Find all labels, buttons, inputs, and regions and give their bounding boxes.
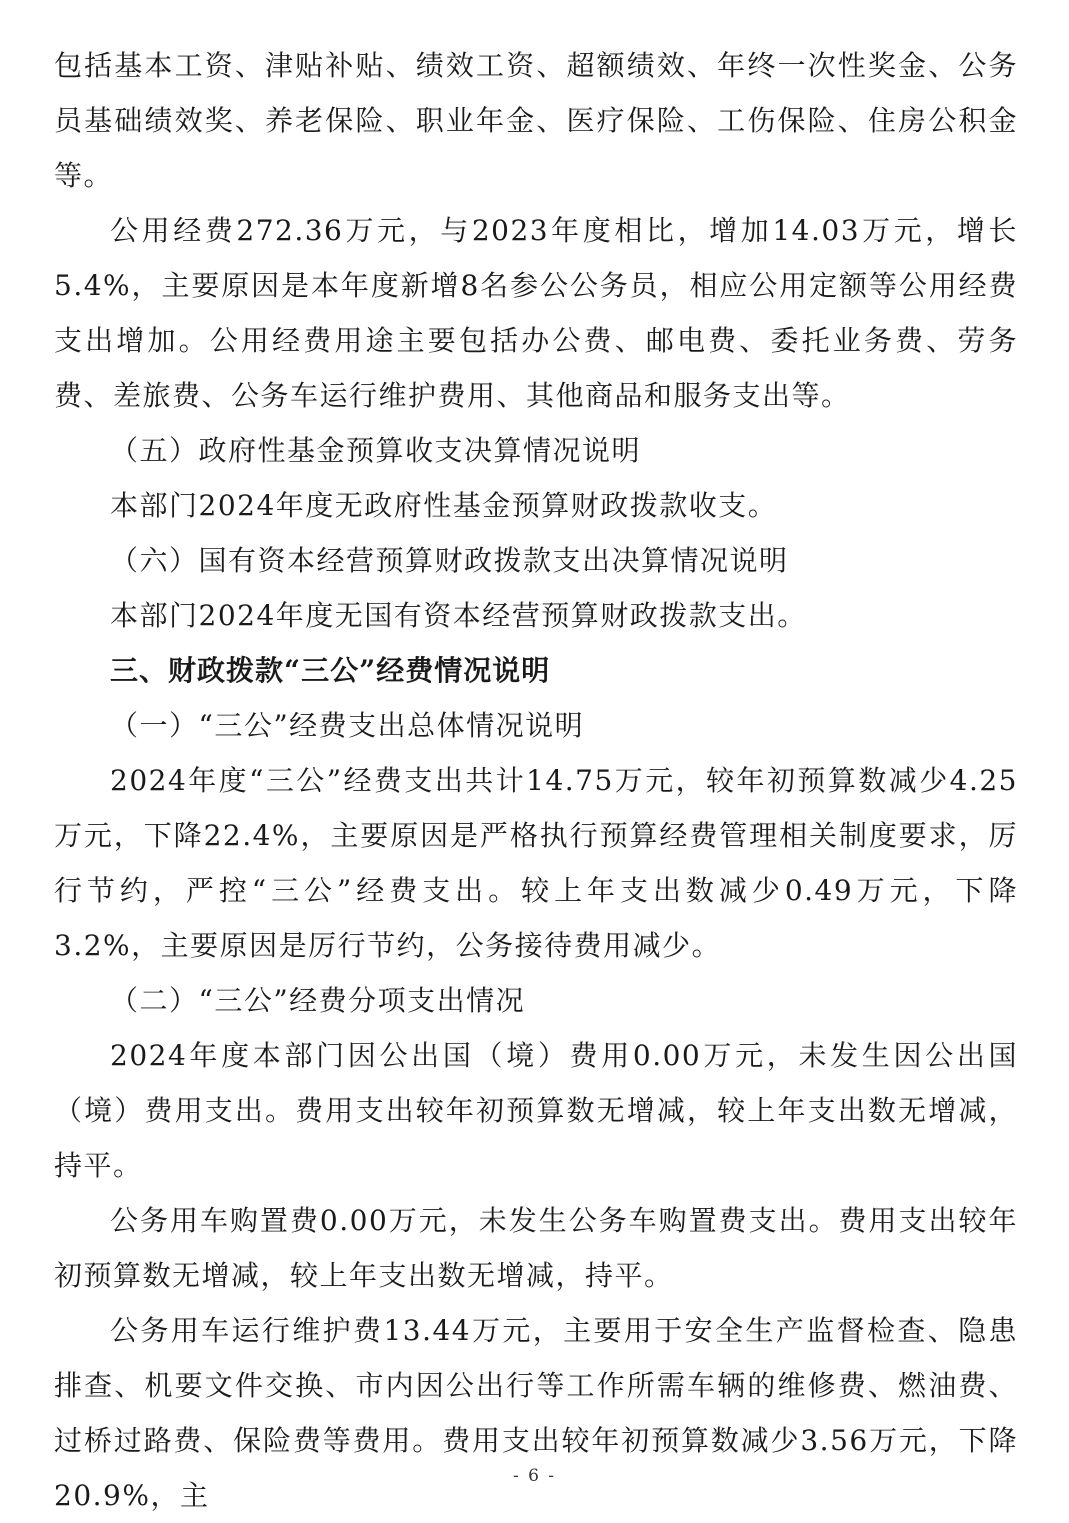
heading-three-public-overall: （一）“三公”经费支出总体情况说明 [110,709,585,742]
paragraph-public-expenses: 公用经费272.36万元，与2023年度相比，增加14.03万元，增长5.4%，主要原因是本年度新增8名参公公务员，相应公用定额等公用经费支出增加。公用经费用途主要包括办公费、邮电费、委托业务费、劳务费、差旅费、公务车运行维护费用、其他商品和服务支出等。 [54,214,1018,412]
paragraph-state-capital: 本部门2024年度无国有资本经营预算财政拨款支出。 [110,599,807,632]
paragraph-overseas-travel: 2024年度本部门因公出国（境）费用0.00万元，未发生因公出国（境）费用支出。费用支出较年初预算数无增减，较上年支出数无增减，持平。 [54,1039,1018,1182]
paragraph-government-fund: 本部门2024年度无政府性基金预算财政拨款收支。 [110,489,778,522]
document-body [54,38,1018,1523]
paragraph-personnel-items: 包括基本工资、津贴补贴、绩效工资、超额绩效、年终一次性奖金、公务员基础绩效奖、养老保险、职业年金、医疗保险、工伤保险、住房公积金等。 [54,49,1018,192]
section-heading-three-public: 三、财政拨款“三公”经费情况说明 [110,654,551,687]
heading-government-fund: （五）政府性基金预算收支决算情况说明 [110,434,642,467]
paragraph-vehicle-maintenance: 公务用车运行维护费13.44万元，主要用于安全生产监督检查、隐患排查、机要文件交换、市内因公出行等工作所需车辆的维修费、燃油费、过桥过路费、保险费等费用。费用支出较年初预算数减少3.56万元，下降20.9%，主 [54,1314,1018,1512]
paragraph-three-public-overall: 2024年度“三公”经费支出共计14.75万元，较年初预算数减少4.25万元，下降22.4%，主要原因是严格执行预算经费管理相关制度要求，厉行节约，严控“三公”经费支出。较上年支出数减少0.49万元，下降3.2%，主要原因是厉行节约，公务接待费用减少。 [54,764,1018,962]
heading-three-public-itemized: （二）“三公”经费分项支出情况 [110,984,526,1017]
paragraph-vehicle-purchase: 公务用车购置费0.00万元，未发生公务车购置费支出。费用支出较年初预算数无增减，较上年支出数无增减，持平。 [54,1204,1018,1292]
page-number: - 6 - [512,1466,557,1486]
heading-state-capital: （六）国有资本经营预算财政拨款支出决算情况说明 [110,544,789,577]
